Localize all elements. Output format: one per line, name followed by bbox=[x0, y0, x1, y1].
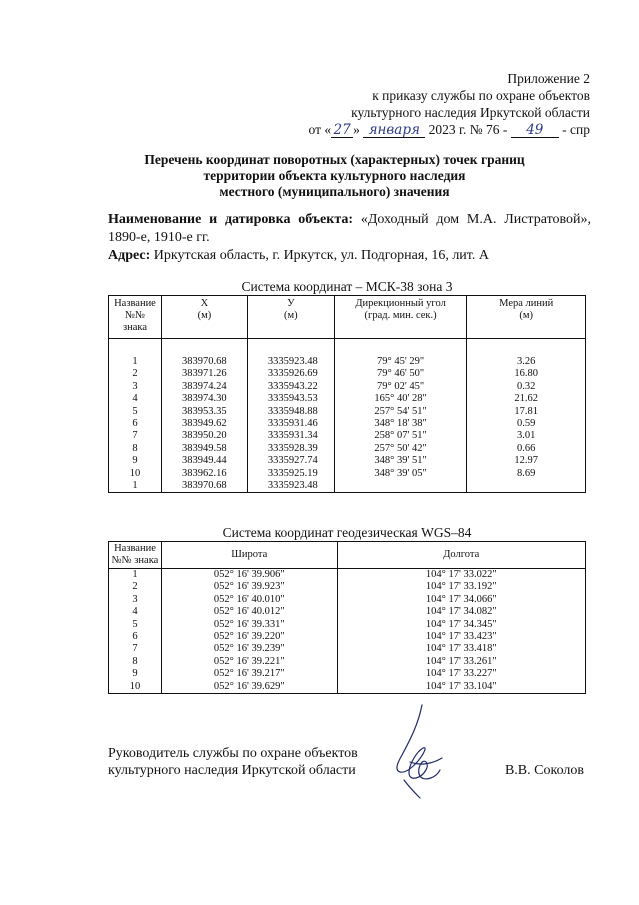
cell-angle: 79° 02' 45" bbox=[334, 381, 467, 393]
table-row bbox=[109, 581, 586, 593]
handwritten-signature bbox=[380, 700, 450, 800]
cell-x: 383949.58 bbox=[161, 443, 247, 455]
cell-point-number: 2 bbox=[109, 368, 162, 380]
document-title bbox=[90, 152, 579, 200]
cell-length: 0.66 bbox=[467, 443, 586, 455]
cell-point-number: 1 bbox=[109, 480, 162, 493]
cell-latitude: 052° 16' 39.221" bbox=[161, 656, 337, 668]
cell-longitude: 104° 17' 33.423" bbox=[337, 631, 585, 643]
cell-latitude: 052° 16' 40.010" bbox=[161, 594, 337, 606]
cell-point-number: 6 bbox=[109, 631, 162, 643]
object-address-paragraph bbox=[108, 247, 591, 265]
handwritten-day: 27 bbox=[331, 123, 353, 138]
title-line-1: Перечень координат поворотных (характерных) точек границ bbox=[144, 152, 525, 167]
cell-x: 383970.68 bbox=[161, 480, 247, 493]
cell-length: 3.26 bbox=[467, 356, 586, 368]
cell-angle: 348° 18' 38" bbox=[334, 418, 467, 430]
cell-x: 383949.62 bbox=[161, 418, 247, 430]
handwritten-month: января bbox=[363, 123, 425, 138]
cell-y: 3335931.34 bbox=[247, 430, 334, 442]
cell-length: 3.01 bbox=[467, 430, 586, 442]
cell-length: 0.32 bbox=[467, 381, 586, 393]
table-row bbox=[109, 455, 586, 467]
cell-y: 3335931.46 bbox=[247, 418, 334, 430]
order-suffix: - спр bbox=[562, 122, 590, 137]
cell-point-number: 5 bbox=[109, 406, 162, 418]
cell-angle: 348° 39' 51" bbox=[334, 455, 467, 467]
table-row bbox=[109, 631, 586, 643]
cell-y: 3335923.48 bbox=[247, 356, 334, 368]
cell-longitude: 104° 17' 33.022" bbox=[337, 569, 585, 582]
date-close-quote: » bbox=[353, 122, 360, 137]
cell-latitude: 052° 16' 39.239" bbox=[161, 643, 337, 655]
handwritten-order-number: 49 bbox=[511, 123, 559, 138]
cell-point-number: 7 bbox=[109, 430, 162, 442]
cell-point-number: 10 bbox=[109, 681, 162, 694]
header-text: Мера линий bbox=[499, 298, 554, 309]
wgs84-coordinates-table bbox=[108, 541, 586, 694]
footer-position bbox=[108, 745, 358, 779]
date-from: от « bbox=[308, 122, 332, 137]
cell-latitude: 052° 16' 39.331" bbox=[161, 619, 337, 631]
order-year-number: 2023 г. № 76 - bbox=[428, 122, 508, 137]
table-row bbox=[109, 381, 586, 393]
cell-point-number: 6 bbox=[109, 418, 162, 430]
title-line-2: территории объекта культурного наследия bbox=[203, 168, 466, 183]
cell-angle: 258° 07' 51" bbox=[334, 430, 467, 442]
cell-longitude: 104° 17' 34.345" bbox=[337, 619, 585, 631]
table-row bbox=[109, 468, 586, 480]
cell-point-number: 5 bbox=[109, 619, 162, 631]
cell-x: 383950.20 bbox=[161, 430, 247, 442]
cell-length: 21.62 bbox=[467, 393, 586, 405]
cell-latitude: 052° 16' 39.923" bbox=[161, 581, 337, 593]
cell-x: 383974.24 bbox=[161, 381, 247, 393]
cell-angle: 79° 45' 29" bbox=[334, 356, 467, 368]
header-text: знака bbox=[122, 322, 147, 333]
cell-point-number: 9 bbox=[109, 668, 162, 680]
cell-x: 383949.44 bbox=[161, 455, 247, 467]
cell-length: 0.59 bbox=[467, 418, 586, 430]
cell-length: 17.81 bbox=[467, 406, 586, 418]
cell-longitude: 104° 17' 34.066" bbox=[337, 594, 585, 606]
cell-x: 383953.35 bbox=[161, 406, 247, 418]
cell-point-number: 3 bbox=[109, 594, 162, 606]
table-row bbox=[109, 569, 586, 582]
cell-point-number: 3 bbox=[109, 381, 162, 393]
appendix-line-3: культурного наследия Иркутской области bbox=[351, 105, 590, 120]
object-name-value: «Доходный дом М.А. Листратовой», 1890-е, 1910-е гг. bbox=[108, 212, 592, 245]
header-text: У bbox=[287, 298, 295, 309]
table-row bbox=[109, 443, 586, 455]
table1-caption: Система координат – МСК-38 зона 3 bbox=[241, 279, 453, 294]
table2-caption: Система координат геодезическая WGS–84 bbox=[222, 525, 472, 540]
cell-point-number: 4 bbox=[109, 393, 162, 405]
cell-latitude: 052° 16' 40.012" bbox=[161, 606, 337, 618]
header-direction-angle bbox=[334, 296, 467, 339]
cell-y: 3335943.22 bbox=[247, 381, 334, 393]
appendix-line-2: к приказу службы по охране объектов bbox=[372, 88, 590, 103]
table-row bbox=[109, 418, 586, 430]
cell-y: 3335927.74 bbox=[247, 455, 334, 467]
header-text: (м) bbox=[197, 310, 212, 321]
object-name-paragraph bbox=[108, 211, 591, 247]
table-row bbox=[109, 643, 586, 655]
cell-longitude: 104° 17' 34.082" bbox=[337, 606, 585, 618]
cell-point-number: 1 bbox=[109, 356, 162, 368]
cell-x: 383974.30 bbox=[161, 393, 247, 405]
cell-latitude: 052° 16' 39.629" bbox=[161, 681, 337, 694]
header-text: (град. мин. сек.) bbox=[364, 310, 437, 321]
cell-angle: 348° 39' 05" bbox=[334, 468, 467, 480]
table-row bbox=[109, 668, 586, 680]
table-row bbox=[109, 406, 586, 418]
footer-line-1: Руководитель службы по охране объектов bbox=[108, 746, 358, 761]
cell-angle: 257° 54' 51" bbox=[334, 406, 467, 418]
cell-longitude: 104° 17' 33.192" bbox=[337, 581, 585, 593]
msk38-coordinates-table bbox=[108, 295, 586, 493]
cell-angle: 165° 40' 28" bbox=[334, 393, 467, 405]
cell-latitude: 052° 16' 39.217" bbox=[161, 668, 337, 680]
cell-longitude: 104° 17' 33.227" bbox=[337, 668, 585, 680]
cell-y: 3335943.53 bbox=[247, 393, 334, 405]
header-text: Дирекционный угол bbox=[355, 298, 446, 309]
header-point-name bbox=[109, 542, 162, 569]
cell-latitude: 052° 16' 39.906" bbox=[161, 569, 337, 582]
table-row bbox=[109, 480, 586, 493]
cell-point-number: 4 bbox=[109, 606, 162, 618]
header-line-length bbox=[467, 296, 586, 339]
table-row bbox=[109, 430, 586, 442]
header-text: (м) bbox=[519, 310, 534, 321]
table-header-row bbox=[109, 542, 586, 569]
cell-point-number: 9 bbox=[109, 455, 162, 467]
header-y bbox=[247, 296, 334, 339]
table-row bbox=[109, 656, 586, 668]
cell-length bbox=[467, 480, 586, 493]
header-latitude: Широта bbox=[161, 542, 337, 569]
table-spacer-row bbox=[109, 339, 586, 357]
cell-point-number: 7 bbox=[109, 643, 162, 655]
table-row bbox=[109, 606, 586, 618]
cell-angle: 257° 50' 42" bbox=[334, 443, 467, 455]
cell-angle: 79° 46' 50" bbox=[334, 368, 467, 380]
header-text: (м) bbox=[283, 310, 298, 321]
table-row bbox=[109, 681, 586, 694]
cell-point-number: 1 bbox=[109, 569, 162, 582]
cell-length: 12.97 bbox=[467, 455, 586, 467]
object-name-label: Наименование и датировка объекта: bbox=[108, 212, 354, 227]
cell-y: 3335926.69 bbox=[247, 368, 334, 380]
object-address-label: Адрес: bbox=[108, 248, 151, 263]
cell-y: 3335923.48 bbox=[247, 480, 334, 493]
cell-angle bbox=[334, 480, 467, 493]
table-header-row bbox=[109, 296, 586, 339]
header-point-name bbox=[109, 296, 162, 339]
cell-point-number: 8 bbox=[109, 656, 162, 668]
cell-length: 16.80 bbox=[467, 368, 586, 380]
table-row bbox=[109, 619, 586, 631]
footer-line-2: культурного наследия Иркутской области bbox=[108, 763, 356, 778]
cell-longitude: 104° 17' 33.418" bbox=[337, 643, 585, 655]
cell-y: 3335925.19 bbox=[247, 468, 334, 480]
header-text: Название bbox=[114, 298, 156, 309]
signer-name: В.В. Соколов bbox=[504, 763, 584, 778]
appendix-header bbox=[309, 70, 590, 138]
cell-x: 383962.16 bbox=[161, 468, 247, 480]
cell-point-number: 10 bbox=[109, 468, 162, 480]
table-row bbox=[109, 393, 586, 405]
header-text: Х bbox=[200, 298, 209, 309]
object-info bbox=[108, 211, 591, 265]
header-x bbox=[161, 296, 247, 339]
title-line-3: местного (муниципального) значения bbox=[219, 184, 450, 199]
cell-longitude: 104° 17' 33.261" bbox=[337, 656, 585, 668]
cell-x: 383970.68 bbox=[161, 356, 247, 368]
cell-latitude: 052° 16' 39.220" bbox=[161, 631, 337, 643]
cell-point-number: 2 bbox=[109, 581, 162, 593]
appendix-line-1: Приложение 2 bbox=[507, 71, 590, 86]
table-row bbox=[109, 356, 586, 368]
header-text: №№ знака bbox=[111, 555, 159, 566]
table-row bbox=[109, 594, 586, 606]
cell-y: 3335948.88 bbox=[247, 406, 334, 418]
header-text: Название bbox=[114, 543, 156, 554]
cell-length: 8.69 bbox=[467, 468, 586, 480]
header-longitude: Долгота bbox=[337, 542, 585, 569]
object-address-value: Иркутская область, г. Иркутск, ул. Подгорная, 16, лит. А bbox=[153, 248, 489, 263]
appendix-date-line bbox=[309, 121, 590, 138]
cell-x: 383971.26 bbox=[161, 368, 247, 380]
header-text: №№ bbox=[124, 310, 145, 321]
cell-y: 3335928.39 bbox=[247, 443, 334, 455]
cell-point-number: 8 bbox=[109, 443, 162, 455]
cell-longitude: 104° 17' 33.104" bbox=[337, 681, 585, 694]
table-row bbox=[109, 368, 586, 380]
